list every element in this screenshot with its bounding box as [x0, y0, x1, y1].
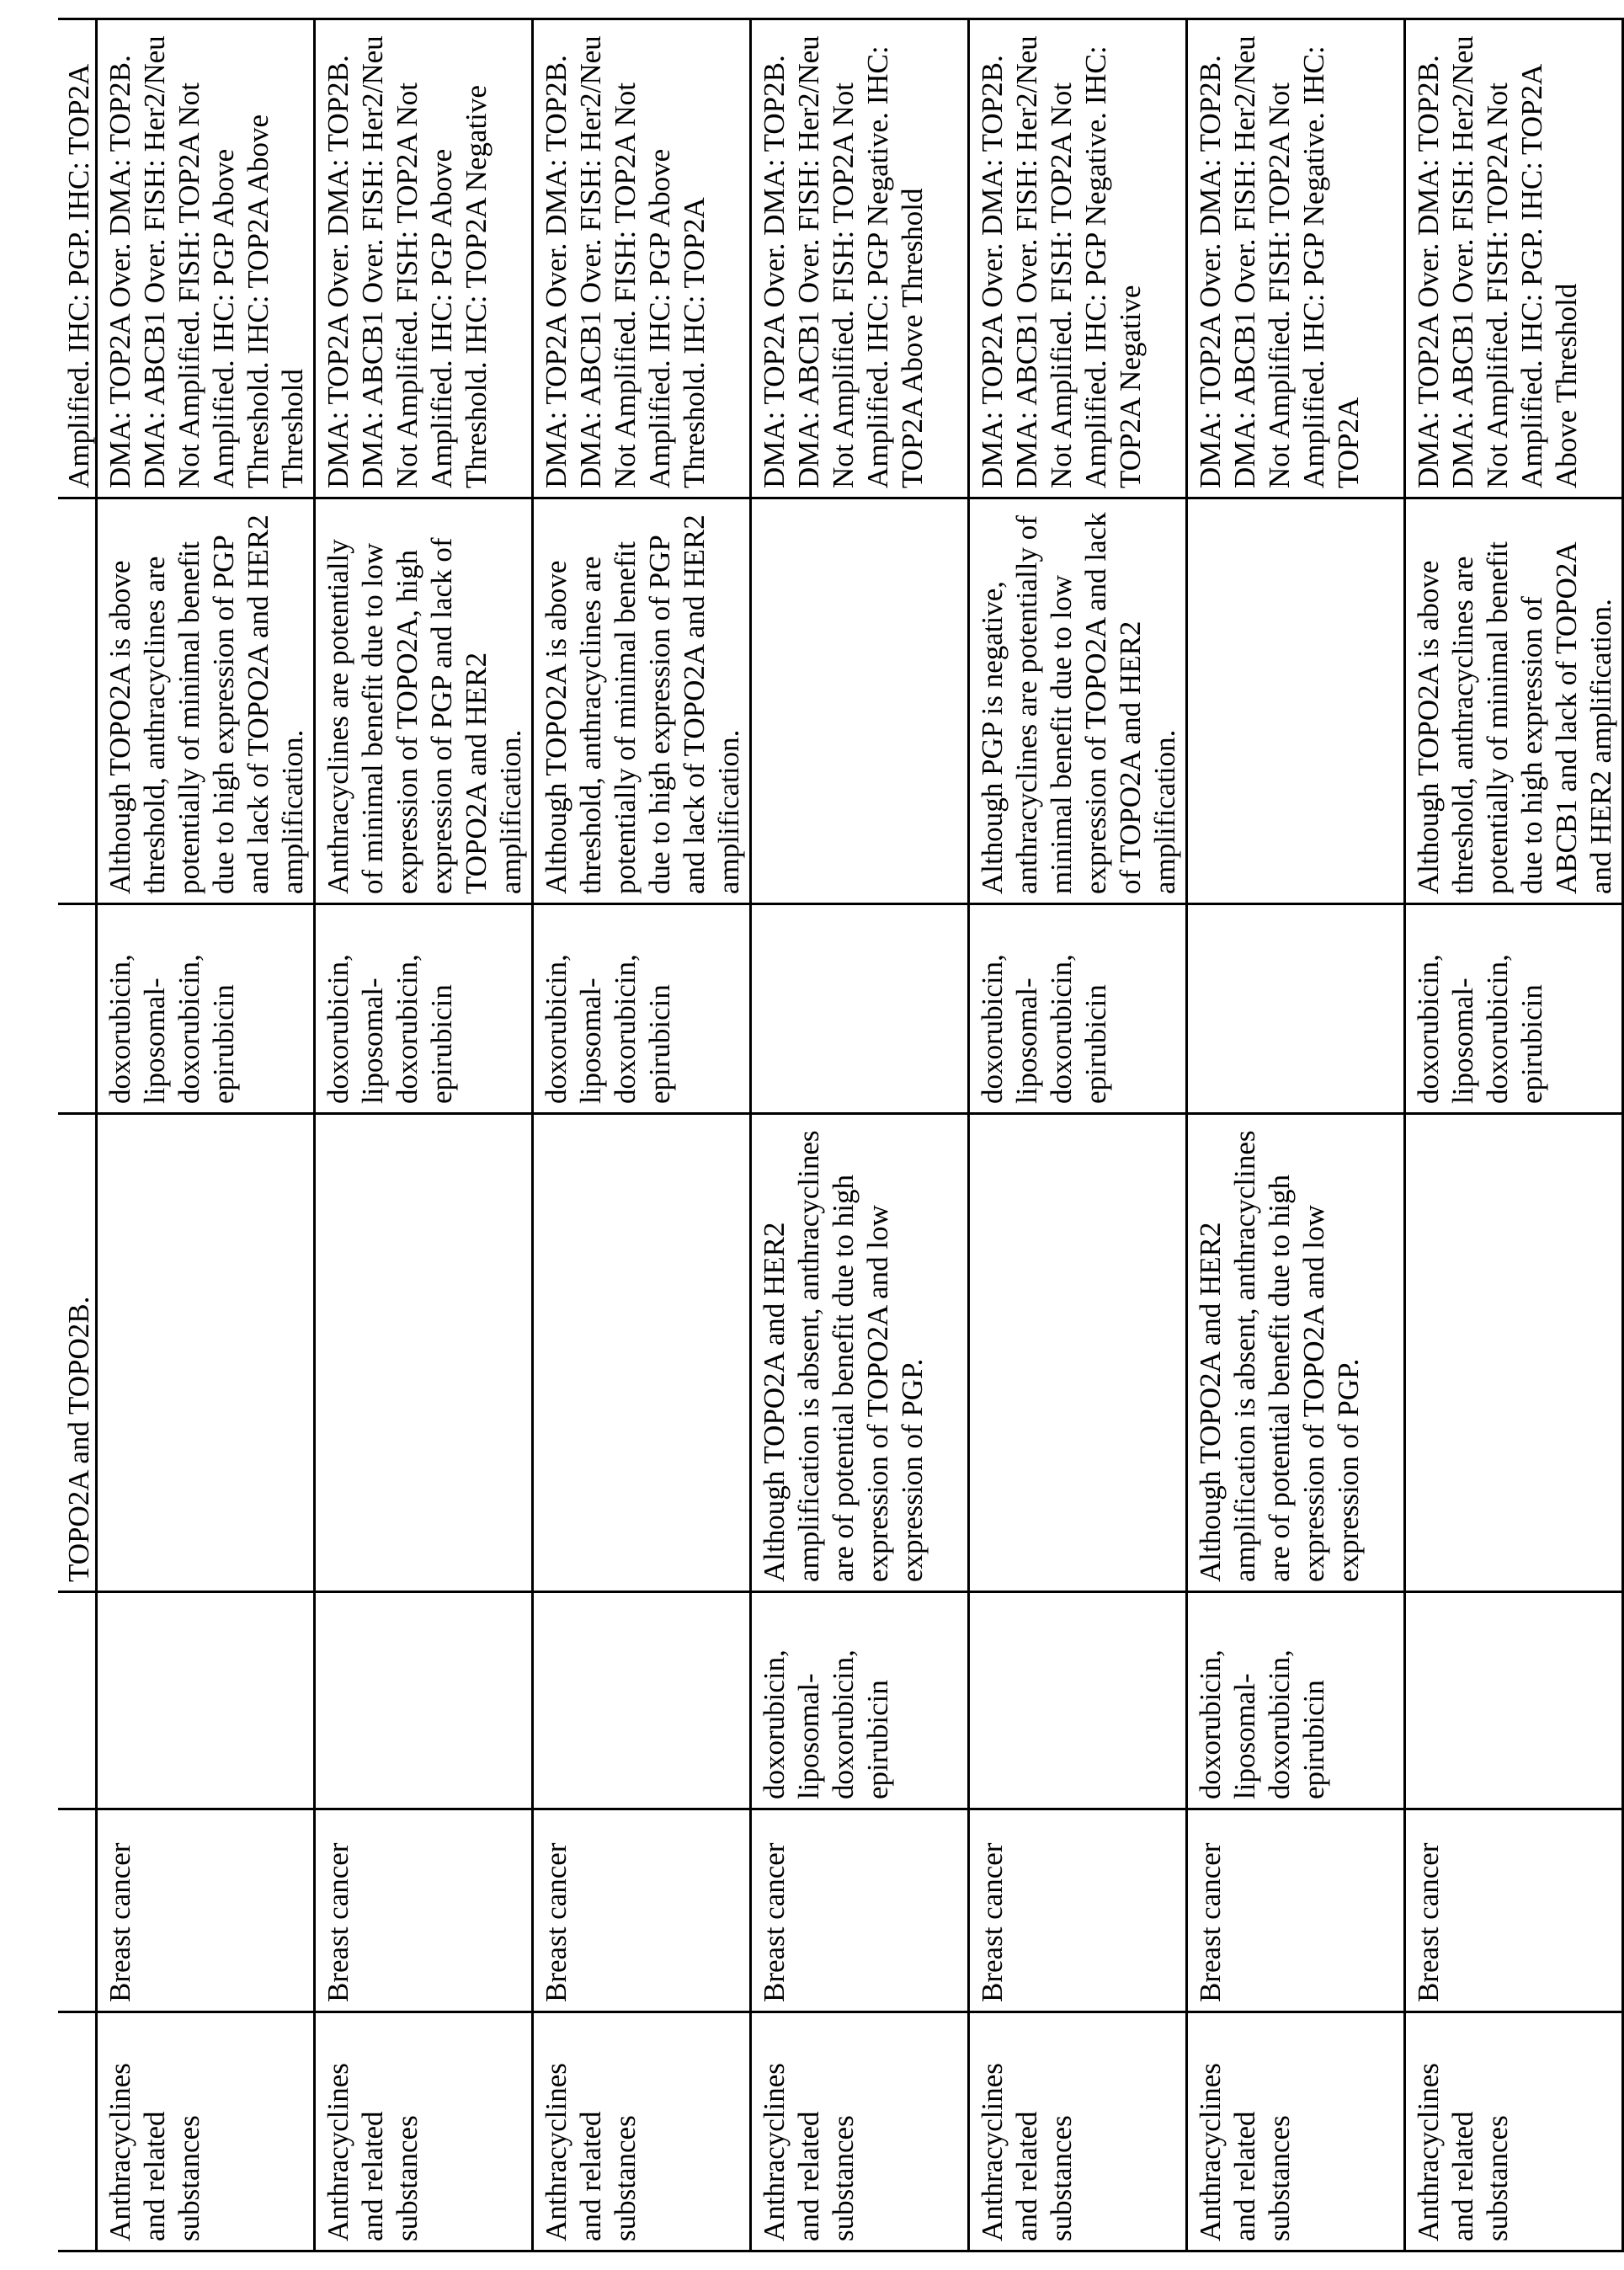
cancer-type-cell: [969, 1809, 1187, 2012]
table-row-continued: [58, 19, 97, 2251]
cell-text: DMA: TOP2A Over. DMA: TOP2B. DMA: ABCB1 Over. FISH: Her2/Neu Not Amplified. FISH: TOP2A Not Amplified. IHC: PGP Above Threshold. IHC: TOP2A Negative: [321, 29, 493, 488]
cell-text: Although TOPO2A is above threshold, anthracyclines are potentially of minimal benefit due to high expression of ABCB1 and lack of TOPO2A and HER2 amplification.: [1411, 508, 1618, 894]
cell-text: Anthracyclines and related substances: [1411, 2022, 1515, 2241]
benefit-rationale-cell: [533, 1114, 751, 1592]
cell-text: Breast cancer: [321, 1819, 355, 2002]
biomarker-findings-cell: [969, 19, 1187, 498]
cell-text: doxorubicin, liposomal-doxorubicin, epirubicin: [539, 914, 677, 1104]
table-row: [315, 19, 533, 2251]
drug-class-cell: [533, 2012, 751, 2251]
cancer-type-cell: [58, 1809, 97, 2012]
cell-text: Anthracyclines and related substances: [321, 2022, 424, 2241]
drug-class-cell: [1187, 2012, 1405, 2251]
table-row: [1187, 19, 1405, 2251]
cell-text: Breast cancer: [757, 1819, 791, 2002]
minimal-benefit-agents-cell: [1405, 904, 1623, 1114]
cancer-type-cell: [533, 1809, 751, 2012]
cell-text: Although TOPO2A and HER2 amplification is absent, anthracyclines are of potential benefit due to high expression of TOPO2A and low expression of PGP.: [1193, 1123, 1366, 1582]
rotated-page: [58, 20, 1572, 2252]
cell-text: DMA: TOP2A Over. DMA: TOP2B. DMA: ABCB1 Over. FISH: Her2/Neu Not Amplified. FISH: TOP2A Not Amplified. IHC: PGP Negative. IHC: TOP2A: [1193, 29, 1366, 488]
table-row: [751, 19, 969, 2251]
cell-text: doxorubicin, liposomal-doxorubicin, epirubicin: [757, 1601, 895, 1799]
cancer-type-cell: [315, 1809, 533, 2012]
drug-class-cell: [751, 2012, 969, 2251]
cell-text: Although TOPO2A is above threshold, anthracyclines are potentially of minimal benefit due to high expression of PGP and lack of TOPO2A and HER2 amplification.: [103, 508, 310, 894]
cancer-type-cell: [751, 1809, 969, 2012]
cell-text: doxorubicin, liposomal-doxorubicin, epirubicin: [103, 914, 241, 1104]
cell-text: DMA: TOP2A Over. DMA: TOP2B. DMA: ABCB1 Over. FISH: Her2/Neu Not Amplified. FISH: TOP2A Not Amplified. IHC: PGP Above Threshold. IHC: TOP2A Above Threshold: [103, 29, 310, 488]
cell-text: doxorubicin, liposomal-doxorubicin, epirubicin: [1411, 914, 1549, 1104]
minimal-benefit-agents-cell: [58, 904, 97, 1114]
minimal-benefit-rationale-cell: [97, 498, 315, 904]
minimal-benefit-rationale-cell: [58, 498, 97, 904]
minimal-benefit-agents-cell: [533, 904, 751, 1114]
cancer-type-cell: [1187, 1809, 1405, 2012]
table-row: [533, 19, 751, 2251]
benefit-rationale-cell: [315, 1114, 533, 1592]
biomarker-findings-cell: [1405, 19, 1623, 498]
cell-text: Although TOPO2A and HER2 amplification is absent, anthracyclines are of potential benefit due to high expression of TOPO2A and low expression of PGP.: [757, 1123, 929, 1582]
benefit-rationale-cell: [751, 1114, 969, 1592]
cell-text: Although PGP is negative, anthracyclines are potentially of minimal benefit due to low expression of TOPO2A and lack of TOPO2A and HER2 amplification.: [975, 508, 1182, 894]
cell-text: Anthracyclines and related substances: [103, 2022, 206, 2241]
cell-text: Breast cancer: [1411, 1819, 1446, 2002]
cell-text: Anthracyclines and related substances: [539, 2022, 642, 2241]
biomarker-findings-cell: [533, 19, 751, 498]
minimal-benefit-rationale-cell: [751, 498, 969, 904]
table-body: [58, 19, 1623, 2251]
beneficial-agents-cell: [58, 1592, 97, 1809]
cell-text: DMA: TOP2A Over. DMA: TOP2B. DMA: ABCB1 Over. FISH: Her2/Neu Not Amplified. FISH: TOP2A Not Amplified. IHC: PGP. IHC: TOP2A Above Threshold: [1411, 29, 1584, 488]
minimal-benefit-agents-cell: [315, 904, 533, 1114]
table-row: [97, 19, 315, 2251]
beneficial-agents-cell: [1405, 1592, 1623, 1809]
minimal-benefit-agents-cell: [751, 904, 969, 1114]
table-row: [1405, 19, 1623, 2251]
cell-text: TOPO2A and TOPO2B.: [63, 1123, 95, 1582]
cell-text: Breast cancer: [539, 1819, 573, 2002]
drug-class-cell: [1405, 2012, 1623, 2251]
beneficial-agents-cell: [97, 1592, 315, 1809]
cell-text: Amplified. IHC: PGP. IHC: TOP2A: [63, 29, 95, 488]
cancer-type-cell: [97, 1809, 315, 2012]
minimal-benefit-agents-cell: [97, 904, 315, 1114]
drug-class-cell: [58, 2012, 97, 2251]
drug-class-cell: [97, 2012, 315, 2251]
benefit-rationale-cell: [969, 1114, 1187, 1592]
cell-text: Breast cancer: [1193, 1819, 1227, 2002]
benefit-rationale-cell: [1187, 1114, 1405, 1592]
minimal-benefit-rationale-cell: [1187, 498, 1405, 904]
beneficial-agents-cell: [533, 1592, 751, 1809]
minimal-benefit-agents-cell: [969, 904, 1187, 1114]
drug-class-cell: [315, 2012, 533, 2251]
drug-class-cell: [969, 2012, 1187, 2251]
minimal-benefit-rationale-cell: [1405, 498, 1623, 904]
beneficial-agents-cell: [315, 1592, 533, 1809]
biomarker-findings-cell: [751, 19, 969, 498]
cell-text: Although TOPO2A is above threshold, anthracyclines are potentially of minimal benefit due to high expression of PGP and lack of TOPO2A and HER2 amplification.: [539, 508, 746, 894]
biomarker-findings-cell: [58, 19, 97, 498]
cell-text: doxorubicin, liposomal-doxorubicin, epirubicin: [1193, 1601, 1331, 1799]
minimal-benefit-rationale-cell: [969, 498, 1187, 904]
drug-biomarker-table: [58, 18, 1624, 2252]
beneficial-agents-cell: [751, 1592, 969, 1809]
beneficial-agents-cell: [1187, 1592, 1405, 1809]
benefit-rationale-cell: [97, 1114, 315, 1592]
benefit-rationale-cell: [58, 1114, 97, 1592]
cancer-type-cell: [1405, 1809, 1623, 2012]
table-row: [969, 19, 1187, 2251]
cell-text: Anthracyclines are potentially of minimal benefit due to low expression of TOPO2A, high expression of PGP and lack of TOPO2A and HER2 amplification.: [321, 508, 528, 894]
cell-text: doxorubicin, liposomal-doxorubicin, epirubicin: [321, 914, 459, 1104]
cell-text: DMA: TOP2A Over. DMA: TOP2B. DMA: ABCB1 Over. FISH: Her2/Neu Not Amplified. FISH: TOP2A Not Amplified. IHC: PGP Above Threshold. IHC: TOP2A: [539, 29, 711, 488]
minimal-benefit-agents-cell: [1187, 904, 1405, 1114]
biomarker-findings-cell: [97, 19, 315, 498]
cell-text: DMA: TOP2A Over. DMA: TOP2B. DMA: ABCB1 Over. FISH: Her2/Neu Not Amplified. FISH: TOP2A Not Amplified. IHC: PGP Negative. IHC: TOP2A Negative: [975, 29, 1147, 488]
biomarker-findings-cell: [1187, 19, 1405, 498]
beneficial-agents-cell: [969, 1592, 1187, 1809]
minimal-benefit-rationale-cell: [533, 498, 751, 904]
cell-text: doxorubicin, liposomal-doxorubicin, epirubicin: [975, 914, 1113, 1104]
cell-text: Anthracyclines and related substances: [1193, 2022, 1297, 2241]
cell-text: Anthracyclines and related substances: [975, 2022, 1078, 2241]
benefit-rationale-cell: [1405, 1114, 1623, 1592]
cell-text: Anthracyclines and related substances: [757, 2022, 860, 2241]
biomarker-findings-cell: [315, 19, 533, 498]
cell-text: Breast cancer: [103, 1819, 137, 2002]
cell-text: Breast cancer: [975, 1819, 1009, 2002]
minimal-benefit-rationale-cell: [315, 498, 533, 904]
cell-text: DMA: TOP2A Over. DMA: TOP2B. DMA: ABCB1 Over. FISH: Her2/Neu Not Amplified. FISH: TOP2A Not Amplified. IHC: PGP Negative. IHC: TOP2A Above Threshold: [757, 29, 929, 488]
